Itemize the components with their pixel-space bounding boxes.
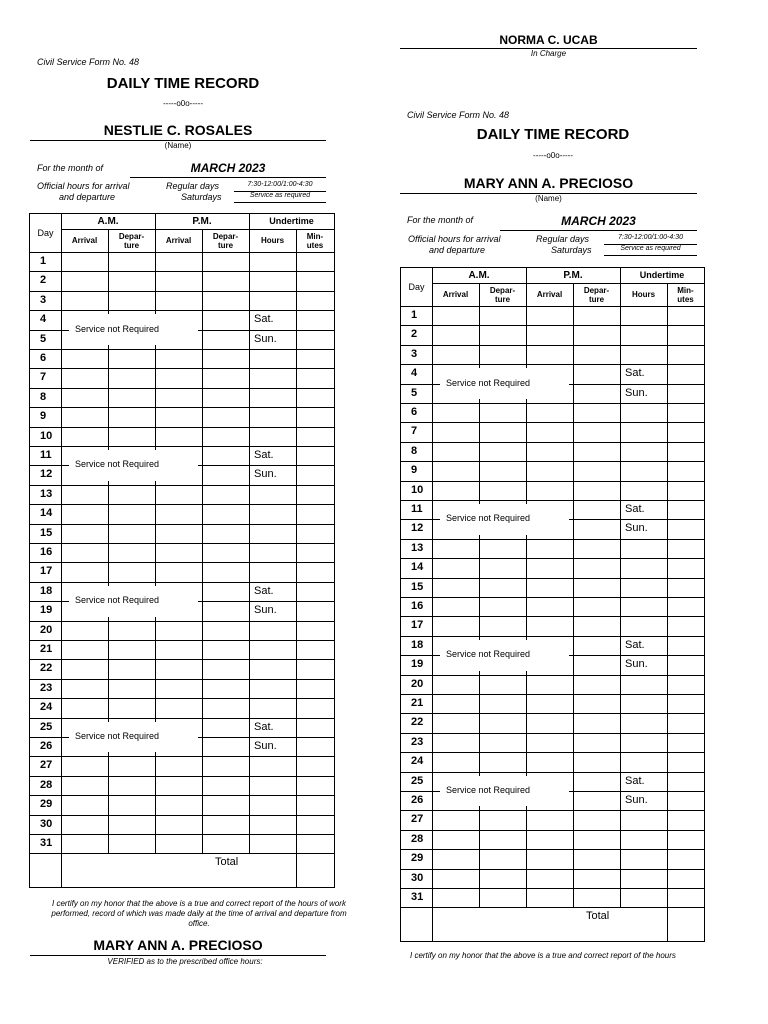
row-line	[401, 442, 704, 443]
am-departure-header: Depar- ture	[489, 285, 516, 304]
sunday-label: Sun.	[254, 468, 277, 481]
verified-caption: VERIFIED as to the prescribed office hours:	[107, 957, 263, 966]
row-line	[30, 446, 334, 447]
day-number: 16	[40, 546, 53, 558]
pm-departure-header: Depar- ture	[583, 285, 610, 304]
row-line	[30, 718, 334, 719]
saturdays-label: Saturdays	[181, 192, 222, 202]
day-number: 21	[411, 697, 424, 709]
day-number: 22	[40, 662, 53, 675]
saturdays-label: Saturdays	[551, 245, 592, 255]
title-ornament: -----o0o-----	[163, 99, 203, 108]
row-line	[30, 659, 334, 660]
day-number: 26	[40, 740, 53, 752]
service-not-required-note: Service not Required	[71, 459, 163, 469]
month-label: For the month of	[37, 163, 104, 173]
am-header: A.M.	[97, 216, 119, 227]
header-bottom-line	[30, 252, 334, 253]
row-line	[401, 810, 704, 811]
row-line	[401, 616, 704, 617]
sunday-label: Sun.	[625, 794, 648, 806]
day-number: 30	[40, 817, 53, 830]
row-line	[30, 621, 334, 622]
day-number: 19	[411, 658, 424, 671]
time-record-table	[400, 267, 705, 942]
row-line	[30, 582, 334, 583]
undertime-header: Undertime	[269, 216, 314, 226]
official-hours-label: Official hours for arrival	[37, 181, 130, 191]
row-line	[401, 500, 704, 501]
regular-days-label: Regular days	[536, 234, 590, 244]
am-arrival-header: Arrival	[442, 290, 469, 299]
row-line	[401, 558, 704, 559]
day-number: 31	[411, 891, 424, 903]
service-not-required-note: Service not Required	[71, 595, 163, 605]
month-value: MARCH 2023	[500, 214, 697, 231]
column-line	[573, 283, 574, 907]
column-line	[667, 283, 668, 941]
service-not-required-note: Service not Required	[442, 513, 534, 523]
day-number: 27	[40, 759, 53, 772]
am-departure-header: Depar- ture	[118, 231, 145, 250]
sunday-label: Sun.	[625, 386, 648, 399]
column-line	[61, 214, 62, 887]
day-number: 3	[411, 347, 418, 360]
service-not-required-note: Service not Required	[442, 785, 534, 795]
pm-header: P.M.	[192, 216, 212, 227]
row-line	[30, 485, 334, 486]
day-number: 22	[411, 716, 424, 729]
day-number: 5	[40, 332, 47, 345]
row-line	[401, 772, 704, 773]
form-number: Civil Service Form No. 48	[407, 110, 510, 120]
row-line	[401, 675, 704, 676]
sunday-label: Sun.	[625, 522, 648, 535]
undertime-minutes-header: Min- utes	[306, 231, 324, 250]
row-line	[30, 271, 334, 272]
saturdays-value: Service as required	[234, 192, 326, 203]
regular-days-label: Regular days	[166, 181, 220, 191]
day-number: 28	[40, 778, 53, 791]
row-line	[30, 310, 334, 311]
row-line	[401, 869, 704, 870]
row-line	[401, 461, 704, 462]
day-number: 14	[411, 561, 424, 574]
month-label: For the month of	[407, 215, 474, 225]
day-number: 18	[40, 584, 53, 597]
day-number: 4	[411, 367, 418, 380]
day-number: 21	[40, 643, 53, 655]
row-line	[401, 636, 704, 637]
row-line	[30, 795, 334, 796]
sunday-label: Sun.	[254, 604, 277, 617]
column-line	[296, 229, 297, 887]
day-number: 8	[411, 444, 418, 457]
month-value: MARCH 2023	[130, 161, 326, 178]
day-number: 30	[411, 871, 424, 884]
form-number: Civil Service Form No. 48	[37, 57, 140, 67]
row-line	[30, 291, 334, 292]
row-line	[30, 815, 334, 816]
day-number: 29	[411, 852, 424, 865]
row-line	[401, 597, 704, 598]
row-line	[30, 776, 334, 777]
row-line	[401, 345, 704, 346]
name-caption: (Name)	[535, 194, 562, 203]
day-number: 13	[411, 541, 424, 554]
day-number: 27	[411, 813, 424, 826]
row-line	[30, 640, 334, 641]
day-number: 19	[40, 604, 53, 617]
row-line	[401, 539, 704, 540]
undertime-minutes-header: Min- utes	[677, 285, 694, 304]
row-line	[30, 504, 334, 505]
day-number: 11	[40, 449, 52, 461]
day-number: 20	[40, 623, 53, 636]
day-header: Day	[408, 281, 425, 292]
row-line	[30, 698, 334, 699]
pm-arrival-header: Arrival	[536, 290, 563, 299]
day-number: 8	[40, 390, 47, 403]
day-number: 12	[411, 522, 424, 535]
day-number: 1	[411, 309, 418, 321]
row-line	[30, 562, 334, 563]
row-line	[401, 849, 704, 850]
row-line	[30, 368, 334, 369]
column-line	[202, 229, 203, 853]
day-number: 29	[40, 798, 53, 811]
regular-days-value: 7:30-12:00/1:00-4:30	[604, 234, 697, 245]
day-number: 5	[411, 386, 418, 399]
day-header: Day	[37, 227, 54, 238]
day-number: 17	[40, 565, 53, 578]
row-line	[30, 407, 334, 408]
row-line	[401, 752, 704, 753]
dtr-title: DAILY TIME RECORD	[106, 75, 260, 92]
in-charge-name: NORMA C. UCAB	[400, 33, 697, 49]
row-line	[30, 834, 334, 835]
row-line	[401, 364, 704, 365]
dtr-card-right	[384, 0, 768, 1024]
day-number: 11	[411, 503, 423, 515]
day-number: 10	[40, 429, 53, 442]
saturday-label: Sat.	[625, 367, 645, 380]
official-hours-label-2: and departure	[59, 192, 116, 202]
day-number: 7	[40, 371, 47, 384]
row-line	[30, 679, 334, 680]
am-arrival-header: Arrival	[71, 236, 98, 245]
total-label: Total	[586, 910, 610, 923]
row-line	[401, 830, 704, 831]
day-number: 2	[40, 274, 47, 287]
day-number: 6	[40, 352, 47, 364]
day-number: 12	[40, 468, 53, 481]
total-label: Total	[215, 856, 239, 869]
day-number: 14	[40, 507, 53, 520]
row-line	[30, 524, 334, 525]
pm-arrival-header: Arrival	[165, 236, 192, 245]
day-number: 10	[411, 483, 424, 496]
row-line	[401, 694, 704, 695]
day-number: 25	[411, 774, 424, 787]
column-line	[432, 268, 433, 941]
row-line	[30, 756, 334, 757]
dtr-title: DAILY TIME RECORD	[476, 126, 630, 143]
saturday-label: Sat.	[625, 774, 645, 787]
service-not-required-note: Service not Required	[71, 731, 163, 741]
title-ornament: -----o0o-----	[533, 151, 573, 160]
day-number: 4	[40, 313, 47, 326]
service-not-required-note: Service not Required	[442, 649, 534, 659]
day-number: 16	[411, 600, 424, 612]
day-number: 2	[411, 328, 418, 341]
saturdays-value: Service as required	[604, 245, 697, 256]
undertime-hours-header: Hours	[631, 290, 656, 299]
row-line	[401, 733, 704, 734]
saturday-label: Sat.	[625, 503, 645, 515]
day-number: 31	[40, 837, 53, 849]
header-bottom-line	[401, 306, 704, 307]
sunday-label: Sun.	[254, 740, 277, 752]
day-number: 28	[411, 832, 424, 845]
saturday-label: Sat.	[254, 720, 274, 733]
day-number: 17	[411, 619, 424, 632]
row-line	[401, 422, 704, 423]
certification-text: I certify on my honor that the above is a true and correct report of the hours	[410, 951, 676, 960]
in-charge-caption: In Charge	[530, 49, 567, 58]
row-line	[401, 325, 704, 326]
row-line	[30, 349, 334, 350]
day-number: 13	[40, 487, 53, 500]
day-number: 23	[40, 681, 53, 694]
day-number: 25	[40, 720, 53, 733]
regular-days-value: 7:30-12:00/1:00-4:30	[234, 181, 326, 192]
row-line	[401, 907, 704, 908]
day-number: 3	[40, 293, 47, 306]
saturday-label: Sat.	[254, 449, 274, 461]
official-hours-label-2: and departure	[429, 245, 486, 255]
official-hours-label: Official hours for arrival	[408, 234, 501, 244]
day-number: 6	[411, 406, 418, 418]
row-line	[401, 713, 704, 714]
day-number: 26	[411, 794, 424, 806]
sunday-label: Sun.	[254, 332, 277, 345]
sunday-label: Sun.	[625, 658, 648, 671]
row-line	[401, 578, 704, 579]
saturday-label: Sat.	[625, 638, 645, 651]
day-number: 9	[411, 464, 418, 477]
service-not-required-note: Service not Required	[442, 378, 534, 388]
row-line	[401, 481, 704, 482]
verifier-name: MARY ANN A. PRECIOSO	[30, 937, 326, 956]
day-number: 20	[411, 677, 424, 690]
saturday-label: Sat.	[254, 313, 274, 326]
day-number: 15	[40, 526, 53, 539]
pm-departure-header: Depar- ture	[212, 231, 239, 250]
day-number: 18	[411, 638, 424, 651]
day-number: 24	[40, 701, 53, 714]
day-number: 7	[411, 425, 418, 438]
certification-text: I certify on my honor that the above is a true and correct report of the hours of work performed, record of which was made daily at the time of arrival and departure from office.	[51, 899, 347, 928]
day-number: 9	[40, 410, 47, 423]
saturday-label: Sat.	[254, 584, 274, 597]
pm-header: P.M.	[563, 270, 583, 281]
undertime-hours-header: Hours	[260, 236, 285, 245]
row-line	[30, 427, 334, 428]
row-line	[30, 853, 334, 854]
day-number: 15	[411, 580, 424, 593]
employee-name: NESTLIE C. ROSALES	[30, 122, 326, 141]
employee-name: MARY ANN A. PRECIOSO	[400, 175, 697, 194]
day-number: 1	[40, 255, 47, 267]
day-number: 24	[411, 755, 424, 768]
row-line	[30, 388, 334, 389]
row-line	[30, 543, 334, 544]
service-not-required-note: Service not Required	[71, 324, 163, 334]
am-header: A.M.	[468, 270, 490, 281]
undertime-header: Undertime	[639, 270, 685, 280]
row-line	[401, 403, 704, 404]
day-number: 23	[411, 735, 424, 748]
name-caption: (Name)	[164, 141, 192, 150]
row-line	[401, 888, 704, 889]
time-record-table	[29, 213, 335, 888]
